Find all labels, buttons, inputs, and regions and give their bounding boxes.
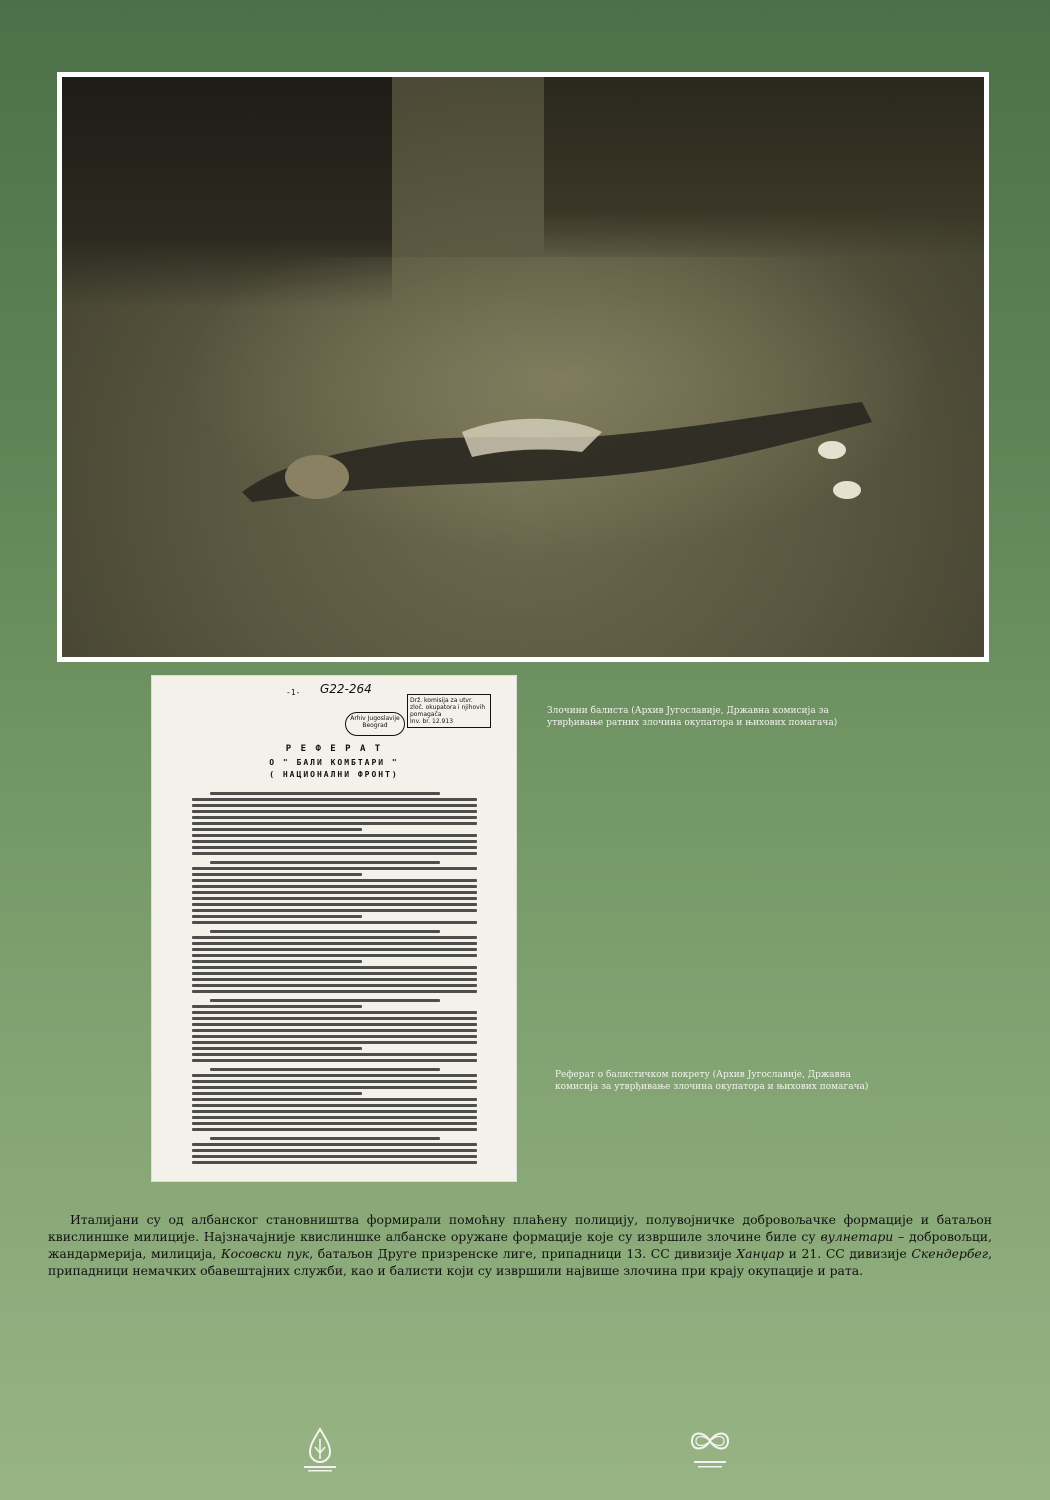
doc-text-line	[192, 834, 477, 837]
doc-text-line	[192, 1098, 477, 1101]
execution-photo	[62, 77, 984, 657]
doc-text-line	[192, 915, 362, 918]
text-italic-2: Косовски пук	[221, 1246, 310, 1261]
doc-text-line	[192, 867, 477, 870]
doc-text-line	[192, 948, 477, 951]
doc-text-line	[192, 1029, 477, 1032]
doc-text-line	[210, 1137, 440, 1140]
doc-text-line	[192, 903, 477, 906]
lying-figure	[222, 372, 882, 502]
museum-logo-icon	[296, 1425, 344, 1475]
doc-text-line	[192, 921, 477, 924]
doc-text-line	[192, 1074, 477, 1077]
doc-text-line	[192, 1053, 477, 1056]
archive-stamp: Arhiv Jugoslavije Beograd	[345, 712, 405, 736]
doc-text-line	[192, 1122, 477, 1125]
doc-text-line	[192, 1059, 477, 1062]
doc-subtitle-2: ( НАЦИОНАЛНИ ФРОНТ)	[269, 770, 399, 779]
doc-text-line	[210, 1068, 440, 1071]
text-part-4: и 21. СС дивизије	[783, 1246, 912, 1261]
inventory-number: Inv. br. 12.913	[410, 718, 454, 725]
doc-subtitle-1: О " БАЛИ КОМБТАРИ "	[269, 758, 399, 767]
doc-title: Р Е Ф Е Р А Т	[285, 744, 383, 754]
doc-text-line	[192, 1149, 477, 1152]
commission-stamp	[407, 694, 491, 728]
doc-text-line	[192, 798, 477, 801]
doc-text-line	[192, 1041, 477, 1044]
doc-text-line	[192, 1128, 477, 1131]
doc-text-line	[192, 828, 362, 831]
doc-text-line	[192, 1110, 477, 1113]
doc-text-line	[192, 936, 477, 939]
doc-text-line	[192, 942, 477, 945]
doc-text-line	[192, 984, 477, 987]
doc-text-line	[192, 873, 362, 876]
doc-text-line	[192, 1005, 362, 1008]
doc-text-line	[192, 1017, 477, 1020]
doc-text-line	[192, 972, 477, 975]
doc-text-line	[192, 852, 477, 855]
doc-text-line	[192, 1116, 477, 1119]
text-italic-3: Ханџар	[736, 1246, 784, 1261]
doc-text-line	[192, 885, 477, 888]
text-part-5: , припадници немачких обавештајних служби, као и балисти који су извршили највише злочина при крају окупације и рата.	[48, 1246, 992, 1278]
doc-text-line	[210, 999, 440, 1002]
doc-archive-number: G22-264	[320, 682, 372, 696]
doc-text-line	[192, 822, 477, 825]
photo-caption: Злочини балиста (Архив Југославије, Државна комисија за утврђивање ратних злочина окупатора и њихових помагача)	[547, 706, 838, 728]
doc-text-line	[210, 792, 440, 795]
doc-text-line	[192, 816, 477, 819]
text-part-1: Италијани су од албанског становништва формирали помоћну плаћену полицију, полувојничке добровољачке формације и батаљон квислиншке милиције. Најзначајније квислиншке албанске оружане формације које су извршиле злочине биле су	[48, 1212, 992, 1244]
doc-text-line	[192, 879, 477, 882]
crowd-right	[544, 77, 984, 257]
doc-text-line	[192, 897, 477, 900]
doc-text-line	[210, 861, 440, 864]
doc-text-line	[192, 960, 362, 963]
text-italic-4: Скендербег	[911, 1246, 989, 1261]
doc-text-line	[192, 1080, 477, 1083]
doc-text-line	[192, 1047, 362, 1050]
doc-text-line	[192, 909, 477, 912]
doc-text-line	[192, 891, 477, 894]
doc-text-line	[192, 1086, 477, 1089]
doc-text-line	[192, 1023, 477, 1026]
commission-stamp-text: Drž. komisija za utvr. zloč. okupatora i njihovih pomagača	[410, 697, 486, 718]
doc-text-line	[192, 1104, 477, 1107]
knot-logo-icon	[686, 1425, 734, 1475]
doc-text-line	[192, 1155, 477, 1158]
doc-text-line	[192, 1092, 362, 1095]
doc-text-line	[192, 966, 477, 969]
doc-text-line	[192, 1011, 477, 1014]
document-caption: Реферат о балистичком покрету (Архив Југославије, Државна комисија за утврђивање злочина окупатора и њихових помагача)	[555, 1070, 869, 1092]
doc-text-line	[192, 978, 477, 981]
doc-text-line	[210, 930, 440, 933]
text-part-2: – добровољци, жандармерија, милиција,	[48, 1229, 992, 1261]
doc-text-line	[192, 990, 477, 993]
doc-text-line	[192, 1035, 477, 1038]
doc-text-line	[192, 804, 477, 807]
doc-text-line	[192, 1161, 477, 1164]
photo-frame	[57, 72, 989, 662]
doc-text-line	[192, 840, 477, 843]
doc-text-line	[192, 846, 477, 849]
text-part-3: , батаљон Друге призренске лиге, припадници 13. СС дивизије	[309, 1246, 737, 1261]
text-italic-1: вулнетари	[820, 1229, 894, 1244]
doc-text-line	[192, 810, 477, 813]
main-paragraph	[48, 1211, 992, 1279]
referat-document	[152, 676, 516, 1181]
doc-text-line	[192, 954, 477, 957]
doc-page-marker: -1-	[286, 688, 301, 697]
doc-text-line	[192, 1143, 477, 1146]
